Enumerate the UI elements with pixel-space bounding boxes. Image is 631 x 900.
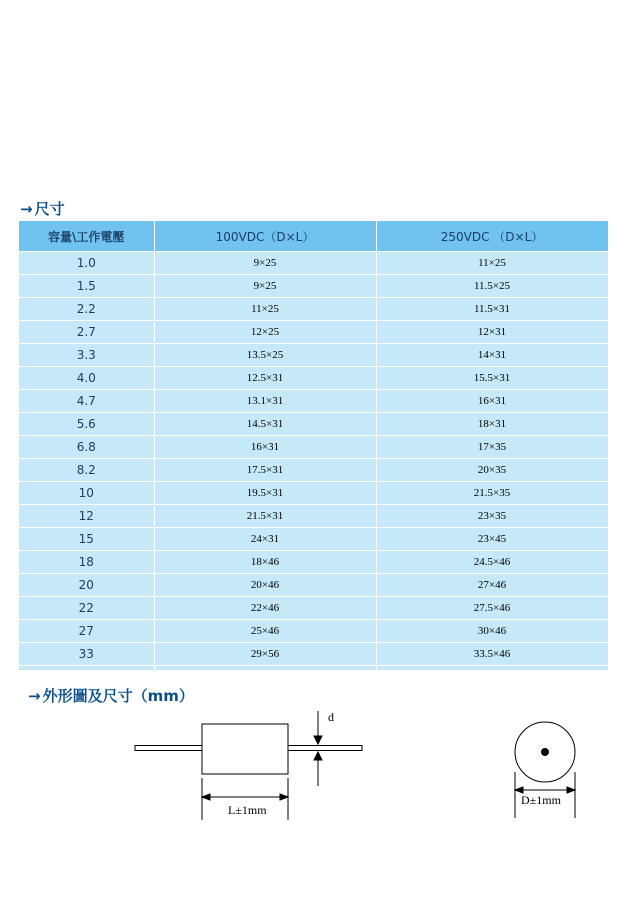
- diameter-label: D±1mm: [521, 793, 561, 807]
- capacitance-cell: 8.2: [19, 459, 154, 482]
- capacitance-cell: 10: [19, 482, 154, 505]
- size-100vdc-cell: 9×25: [154, 275, 376, 298]
- size-100vdc-cell: 24×31: [154, 528, 376, 551]
- size-100vdc-cell: 21.5×31: [154, 505, 376, 528]
- table-row: [19, 597, 608, 620]
- capacitance-cell: 4.0: [19, 367, 154, 390]
- table-header-row: [19, 221, 608, 252]
- capacitance-cell: 6.8: [19, 436, 154, 459]
- capacitance-cell: 1.5: [19, 275, 154, 298]
- size-250vdc-cell: 27.5×46: [376, 597, 608, 620]
- arrow-right-icon: →: [28, 686, 41, 705]
- size-250vdc-cell: 30×46: [376, 620, 608, 643]
- size-250vdc-cell: 12×31: [376, 321, 608, 344]
- capacitance-cell: 22: [19, 597, 154, 620]
- table-row: [19, 298, 608, 321]
- size-100vdc-cell: 17.5×31: [154, 459, 376, 482]
- header-250vdc: 250VDC （D×L）: [376, 221, 608, 252]
- dimension-table: [19, 221, 609, 670]
- lead-label: d: [328, 710, 334, 724]
- table-row: [19, 643, 608, 666]
- table-row: [19, 505, 608, 528]
- arrow-right-icon: →: [20, 199, 33, 218]
- size-100vdc-cell: 12.5×31: [154, 367, 376, 390]
- size-100vdc-cell: 14.5×31: [154, 413, 376, 436]
- size-250vdc-cell: 23×45: [376, 528, 608, 551]
- capacitance-cell: 3.3: [19, 344, 154, 367]
- capacitance-cell: 27: [19, 620, 154, 643]
- capacitance-cell: 1.0: [19, 252, 154, 275]
- size-100vdc-cell: 13.5×25: [154, 344, 376, 367]
- table-row: [19, 436, 608, 459]
- arrow-up-icon: [314, 752, 322, 760]
- length-label: L±1mm: [228, 803, 267, 817]
- table-row: [19, 413, 608, 436]
- section-title-outline-text: 外形圖及尺寸（mm）: [42, 687, 194, 705]
- size-250vdc-cell: 18×31: [376, 413, 608, 436]
- size-250vdc-cell: 15.5×31: [376, 367, 608, 390]
- capacitance-cell: 20: [19, 574, 154, 597]
- size-250vdc-cell: 11×25: [376, 252, 608, 275]
- capacitor-side-view: [135, 724, 362, 774]
- capacitance-cell: 18: [19, 551, 154, 574]
- table-tail-cell: [376, 666, 608, 671]
- capacitor-body: [202, 724, 288, 774]
- size-250vdc-cell: 17×35: [376, 436, 608, 459]
- right-lead: [288, 746, 362, 751]
- capacitance-cell: 12: [19, 505, 154, 528]
- table-row: [19, 344, 608, 367]
- table-row: [19, 390, 608, 413]
- table-row: [19, 367, 608, 390]
- size-250vdc-cell: 20×35: [376, 459, 608, 482]
- size-100vdc-cell: 29×56: [154, 643, 376, 666]
- size-250vdc-cell: 23×35: [376, 505, 608, 528]
- size-100vdc-cell: 12×25: [154, 321, 376, 344]
- table-row: [19, 620, 608, 643]
- section-title-size-text: 尺寸: [34, 200, 65, 218]
- size-100vdc-cell: 16×31: [154, 436, 376, 459]
- size-100vdc-cell: 22×46: [154, 597, 376, 620]
- table-row: [19, 459, 608, 482]
- size-100vdc-cell: 18×46: [154, 551, 376, 574]
- table-tail-cell: [19, 666, 154, 671]
- size-250vdc-cell: 33.5×46: [376, 643, 608, 666]
- header-100vdc: 100VDC（D×L）: [154, 221, 376, 252]
- capacitance-cell: 4.7: [19, 390, 154, 413]
- table-row: [19, 252, 608, 275]
- outline-diagram: [0, 700, 631, 830]
- size-250vdc-cell: 27×46: [376, 574, 608, 597]
- table-row: [19, 551, 608, 574]
- capacitor-end-view: [515, 722, 575, 782]
- capacitance-cell: 2.7: [19, 321, 154, 344]
- capacitance-cell: 15: [19, 528, 154, 551]
- lead-dot: [541, 748, 549, 756]
- size-100vdc-cell: 11×25: [154, 298, 376, 321]
- capacitance-cell: 33: [19, 643, 154, 666]
- table-tail-row: [19, 666, 608, 671]
- size-100vdc-cell: 25×46: [154, 620, 376, 643]
- left-lead: [135, 746, 202, 751]
- section-title-size: [20, 198, 65, 219]
- table-row: [19, 482, 608, 505]
- size-100vdc-cell: 19.5×31: [154, 482, 376, 505]
- size-100vdc-cell: 13.1×31: [154, 390, 376, 413]
- size-250vdc-cell: 24.5×46: [376, 551, 608, 574]
- table-tail-cell: [154, 666, 376, 671]
- size-100vdc-cell: 20×46: [154, 574, 376, 597]
- size-250vdc-cell: 11.5×31: [376, 298, 608, 321]
- size-250vdc-cell: 21.5×35: [376, 482, 608, 505]
- table-row: [19, 321, 608, 344]
- capacitance-cell: 5.6: [19, 413, 154, 436]
- arrow-down-icon: [314, 736, 322, 744]
- size-250vdc-cell: 16×31: [376, 390, 608, 413]
- size-250vdc-cell: 11.5×25: [376, 275, 608, 298]
- table-row: [19, 275, 608, 298]
- table-row: [19, 574, 608, 597]
- size-250vdc-cell: 14×31: [376, 344, 608, 367]
- arrow-right-icon: [280, 794, 288, 800]
- size-100vdc-cell: 9×25: [154, 252, 376, 275]
- table-row: [19, 528, 608, 551]
- arrow-right-icon: [567, 787, 575, 793]
- arrow-left-icon: [202, 794, 210, 800]
- header-capacitance-voltage: 容量\工作電壓: [19, 221, 154, 252]
- capacitance-cell: 2.2: [19, 298, 154, 321]
